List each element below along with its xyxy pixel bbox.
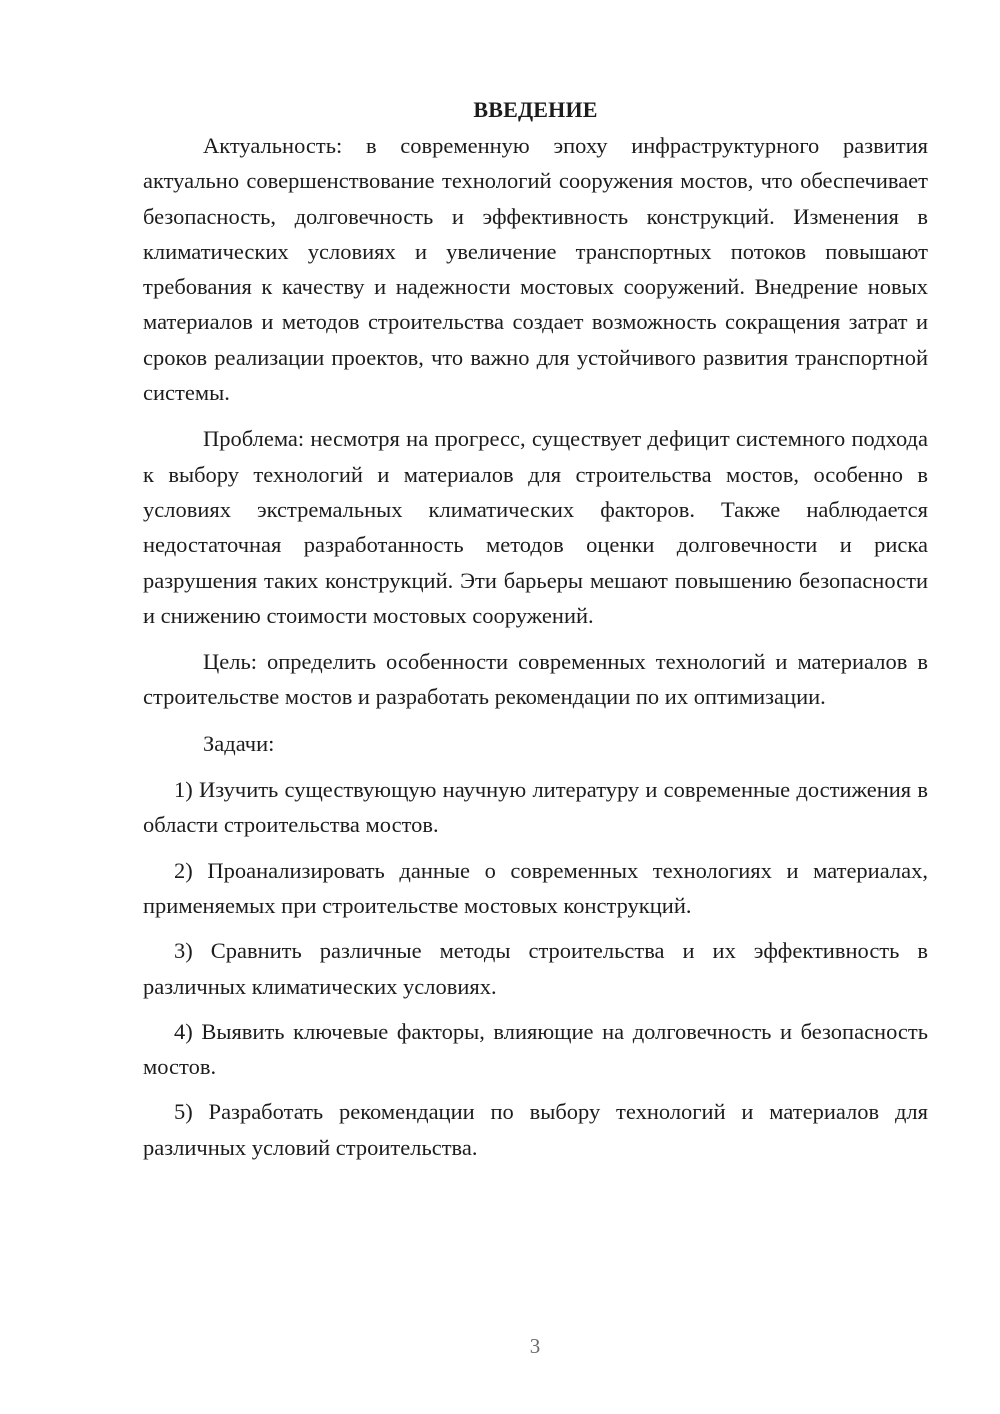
task-item: 4) Выявить ключевые факторы, влияющие на долговечность и безопасность мостов. <box>143 1018 928 1080</box>
task-item: 2) Проанализировать данные о современных технологиях и материалах, применяемых при строительстве мостовых конструкций. <box>143 857 928 918</box>
goal-paragraph: Цель: определить особенности современных технологий и материалов в строительстве мостов и разработать рекомендации по их оптимизации. <box>143 649 928 710</box>
page-number: 3 <box>529 1334 541 1358</box>
document-body <box>143 92 928 1175</box>
relevance-paragraph: Актуальность: в современную эпоху инфраструктурного развития актуально совершенствование технологий сооружения мостов, что обеспечивает безопасность, долговечность и эффективность конструкций. Изменения в климатических условиях и увеличение транспортных потоков повышают требования к качеству и надежности мостовых сооружений. Внедрение новых материалов и методов строительства создает возможность сокращения затрат и сроков реализации проектов, что важно для устойчивого развития транспортной системы. <box>143 133 928 406</box>
task-item: 3) Сравнить различные методы строительства и их эффективность в различных климатических условиях. <box>143 938 928 999</box>
tasks-label: Задачи: <box>203 730 275 756</box>
problem-paragraph: Проблема: несмотря на прогресс, существует дефицит системного подхода к выбору технологий и материалов для строительства мостов, особенно в условиях экстремальных климатических факторов. Также наблюдается недостаточная разработанность методов оценки долговечности и риска разрушения таких конструкций. Эти барьеры мешают повышению безопасности и снижению стоимости мостовых сооружений. <box>143 426 928 628</box>
task-item: 5) Разработать рекомендации по выбору технологий и материалов для различных условий строительства. <box>143 1099 928 1160</box>
section-title: ВВЕДЕНИЕ <box>473 97 598 122</box>
tasks-list <box>143 772 928 1165</box>
task-item: 1) Изучить существующую научную литературу и современные достижения в области строительства мостов. <box>143 777 928 838</box>
